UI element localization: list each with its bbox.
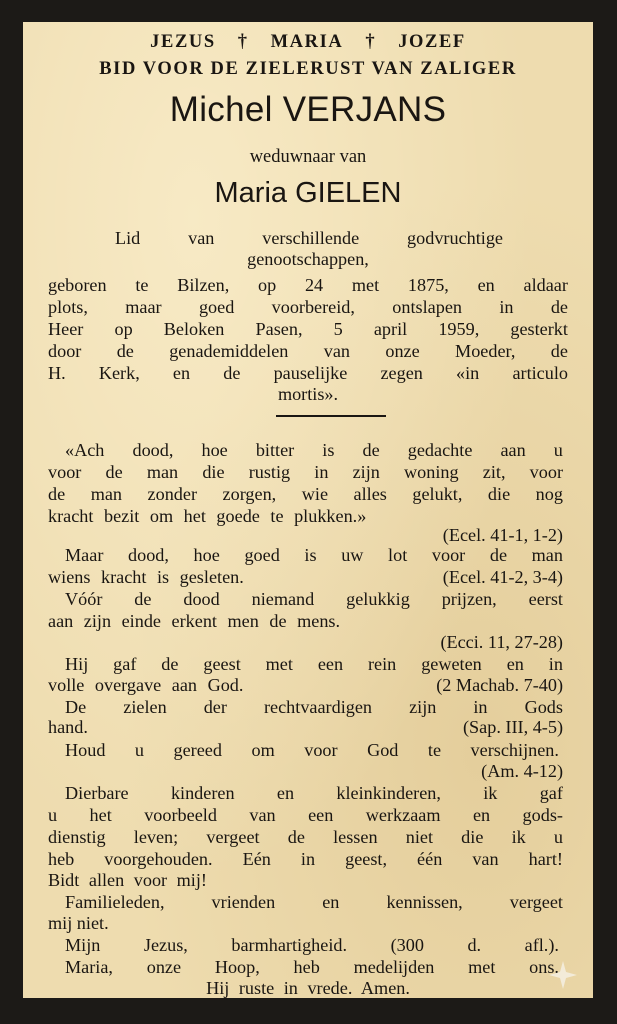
word: zijn bbox=[409, 697, 437, 717]
word: van bbox=[323, 341, 350, 361]
word: om bbox=[251, 740, 275, 760]
word: Maar bbox=[65, 545, 104, 565]
cross-icon: † bbox=[237, 32, 249, 52]
word: werkzaam bbox=[365, 805, 441, 825]
word: der bbox=[203, 697, 227, 717]
invocation-line bbox=[23, 32, 593, 53]
word: eerst bbox=[528, 589, 563, 609]
word: Vóór bbox=[65, 589, 103, 609]
farewell-line10: Hij ruste in vrede. Amen. bbox=[206, 978, 410, 998]
word: gaf bbox=[539, 783, 563, 803]
word: d. bbox=[467, 935, 482, 955]
word: ik bbox=[483, 783, 498, 803]
word: gedachte bbox=[407, 440, 473, 460]
word: de bbox=[105, 462, 123, 482]
word: 1875, bbox=[407, 275, 449, 295]
verse4-line2: volle overgave aan God. bbox=[48, 675, 244, 695]
verse3-line2: aan zijn einde erkent men de mens. bbox=[48, 611, 341, 631]
bio-membership-line2: genootschappen, bbox=[247, 249, 369, 269]
word: de bbox=[116, 341, 134, 361]
invocation-jozef: JOZEF bbox=[398, 32, 466, 52]
verse1-line4: kracht bezit om het goede te plukken.» bbox=[48, 506, 367, 526]
relation-text: weduwnaar van bbox=[249, 147, 367, 167]
word: geest bbox=[203, 654, 241, 674]
invocation-maria: MARIA bbox=[270, 32, 344, 52]
word: niet bbox=[405, 827, 433, 847]
word: en bbox=[172, 363, 191, 383]
verse1-line3 bbox=[48, 484, 563, 505]
word: Kerk, bbox=[98, 363, 140, 383]
bio-line6: mortis». bbox=[277, 384, 339, 404]
word: ons. bbox=[529, 957, 559, 977]
word: vergeet bbox=[509, 892, 563, 912]
word: u bbox=[134, 740, 145, 760]
word: van bbox=[188, 228, 215, 248]
word: gereed bbox=[173, 740, 222, 760]
word: die bbox=[202, 462, 225, 482]
verse5-ref: (Sap. III, 4-5) bbox=[463, 717, 563, 737]
word: in bbox=[499, 297, 514, 317]
word: en bbox=[477, 275, 495, 295]
word: voor bbox=[48, 462, 82, 482]
word: voorbeeld bbox=[144, 805, 217, 825]
bio-line4 bbox=[48, 341, 568, 362]
word: Moeder, bbox=[455, 341, 516, 361]
word: in bbox=[548, 654, 563, 674]
word: het bbox=[89, 805, 112, 825]
word: dood bbox=[183, 589, 220, 609]
word: door bbox=[48, 341, 82, 361]
word: gelukt, bbox=[412, 484, 463, 504]
word: goed bbox=[198, 297, 235, 317]
word: die bbox=[461, 827, 484, 847]
word: de bbox=[223, 363, 241, 383]
word: woning bbox=[404, 462, 459, 482]
word: kleinkinderen, bbox=[336, 783, 441, 803]
word: is bbox=[304, 545, 317, 565]
word: rechtvaardigen bbox=[263, 697, 373, 717]
verse3-line1 bbox=[65, 589, 563, 610]
word: een bbox=[308, 805, 334, 825]
farewell-line3 bbox=[48, 827, 563, 848]
word: Hoop, bbox=[214, 957, 260, 977]
word: ik bbox=[511, 827, 526, 847]
word: niemand bbox=[251, 589, 315, 609]
verse5-line1 bbox=[65, 697, 563, 718]
word: heb bbox=[293, 957, 320, 977]
word: vrienden bbox=[211, 892, 276, 912]
word: van bbox=[249, 805, 276, 825]
word: gelukkig bbox=[346, 589, 410, 609]
word: u bbox=[48, 805, 58, 825]
word: plots, bbox=[48, 297, 88, 317]
word: zorgen, bbox=[222, 484, 277, 504]
word: «Ach bbox=[65, 440, 105, 460]
word: zegen bbox=[380, 363, 423, 383]
word: een bbox=[317, 654, 344, 674]
word: heb bbox=[48, 849, 75, 869]
word: te bbox=[135, 275, 149, 295]
verse3-ref: (Ecci. 11, 27-28) bbox=[440, 632, 563, 652]
word: ontslapen bbox=[392, 297, 462, 317]
word: en bbox=[276, 783, 295, 803]
word: de bbox=[48, 484, 66, 504]
verse2-line1 bbox=[65, 545, 563, 566]
verse1-line1 bbox=[65, 440, 563, 461]
word: Hij bbox=[65, 654, 89, 674]
word: alles bbox=[353, 484, 387, 504]
word: gaf bbox=[113, 654, 137, 674]
farewell-line5: Bidt allen voor mij! bbox=[48, 870, 207, 890]
word: nog bbox=[535, 484, 563, 504]
verse1-line2 bbox=[48, 462, 563, 483]
word: de bbox=[489, 545, 508, 565]
bio-line3 bbox=[48, 319, 568, 340]
word: de bbox=[134, 589, 152, 609]
word: barmhartigheid. bbox=[231, 935, 348, 955]
word: godvruchtige bbox=[407, 228, 503, 248]
word: wie bbox=[301, 484, 329, 504]
word: de bbox=[287, 827, 305, 847]
word: Maria, bbox=[65, 957, 113, 977]
word: van bbox=[472, 849, 499, 869]
farewell-line7: mij niet. bbox=[48, 913, 109, 933]
word: rustig bbox=[248, 462, 291, 482]
word: met bbox=[351, 275, 380, 295]
word: april bbox=[373, 319, 408, 339]
word: zonder bbox=[147, 484, 198, 504]
word: voor bbox=[431, 545, 466, 565]
verse4-ref: (2 Machab. 7-40) bbox=[436, 675, 563, 695]
word: kinderen bbox=[170, 783, 235, 803]
word: Bilzen, bbox=[177, 275, 230, 295]
word: prijzen, bbox=[441, 589, 497, 609]
prayer-line: BID VOOR DE ZIELERUST VAN ZALIGER bbox=[99, 59, 517, 79]
word: u bbox=[553, 440, 563, 460]
word: in bbox=[300, 849, 316, 869]
spouse-name: Maria GIELEN bbox=[214, 177, 402, 209]
word: zielen bbox=[123, 697, 167, 717]
word: Houd bbox=[65, 740, 106, 760]
verse5-line2: hand. bbox=[48, 717, 88, 737]
word: geweten bbox=[421, 654, 482, 674]
farewell-line4 bbox=[48, 849, 563, 870]
word: geboren bbox=[48, 275, 107, 295]
word: afl.). bbox=[524, 935, 559, 955]
word: maar bbox=[125, 297, 162, 317]
word: voor bbox=[304, 740, 338, 760]
word: God bbox=[367, 740, 399, 760]
bio-line5 bbox=[48, 363, 568, 384]
word: zit, bbox=[482, 462, 506, 482]
word: de bbox=[161, 654, 179, 674]
word: goed bbox=[244, 545, 280, 565]
word: Dierbare bbox=[65, 783, 129, 803]
word: (300 bbox=[390, 935, 424, 955]
deceased-name: Michel VERJANS bbox=[169, 90, 447, 129]
word: Pasen, bbox=[255, 319, 303, 339]
word: 1959, bbox=[438, 319, 480, 339]
word: de bbox=[362, 440, 380, 460]
word: man bbox=[90, 484, 123, 504]
word: te bbox=[427, 740, 442, 760]
farewell-line1 bbox=[65, 783, 563, 804]
word: genademiddelen bbox=[169, 341, 289, 361]
bio-membership-line1 bbox=[115, 228, 503, 249]
word: met bbox=[468, 957, 496, 977]
word: bitter bbox=[255, 440, 295, 460]
word: pauselijke bbox=[273, 363, 348, 383]
invocation-jezus: JEZUS bbox=[150, 32, 216, 52]
word: Familieleden, bbox=[65, 892, 165, 912]
verse2-ref: (Ecel. 41-2, 3-4) bbox=[442, 567, 563, 587]
farewell-line9 bbox=[65, 957, 559, 978]
word: Heer bbox=[48, 319, 84, 339]
word: Beloken bbox=[163, 319, 225, 339]
word: u bbox=[553, 827, 563, 847]
farewell-line2 bbox=[48, 805, 563, 826]
word: gods- bbox=[522, 805, 563, 825]
word: hoe bbox=[201, 440, 228, 460]
word: zijn bbox=[352, 462, 380, 482]
word: gesterkt bbox=[510, 319, 568, 339]
word: «in bbox=[456, 363, 480, 383]
farewell-line6 bbox=[65, 892, 563, 913]
verse1-ref: (Ecel. 41-1, 1-2) bbox=[442, 525, 563, 545]
word: medelijden bbox=[353, 957, 435, 977]
word: lessen bbox=[333, 827, 378, 847]
verse6-line1 bbox=[65, 740, 559, 761]
word: en bbox=[472, 805, 491, 825]
word: Mijn bbox=[65, 935, 101, 955]
word: articulo bbox=[512, 363, 568, 383]
word: op bbox=[258, 275, 277, 295]
word: 5 bbox=[333, 319, 343, 339]
word: is bbox=[322, 440, 335, 460]
word: en bbox=[506, 654, 524, 674]
word: voor bbox=[529, 462, 563, 482]
word: uw bbox=[341, 545, 364, 565]
word: vergeet bbox=[206, 827, 260, 847]
word: verschillende bbox=[262, 228, 360, 248]
word: onze bbox=[385, 341, 420, 361]
farewell-line8 bbox=[65, 935, 559, 956]
word: man bbox=[531, 545, 563, 565]
sparkle-icon bbox=[548, 960, 578, 990]
word: Eén bbox=[242, 849, 271, 869]
word: geest, bbox=[345, 849, 388, 869]
word: hart! bbox=[528, 849, 563, 869]
word: voorgehouden. bbox=[104, 849, 213, 869]
verse2-line2: wiens kracht is gesleten. bbox=[48, 567, 244, 587]
word: Jezus, bbox=[143, 935, 188, 955]
word: Gods bbox=[524, 697, 563, 717]
cross-icon: † bbox=[365, 32, 377, 52]
word: in bbox=[314, 462, 329, 482]
word: de bbox=[550, 341, 568, 361]
word: rein bbox=[368, 654, 397, 674]
word: voorbereid, bbox=[271, 297, 355, 317]
word: aan bbox=[500, 440, 526, 460]
word: lot bbox=[388, 545, 408, 565]
word: en bbox=[322, 892, 340, 912]
word: kennissen, bbox=[386, 892, 463, 912]
word: Lid bbox=[115, 228, 141, 248]
word: op bbox=[114, 319, 133, 339]
word: die bbox=[487, 484, 511, 504]
word: dood, bbox=[132, 440, 174, 460]
word: hoe bbox=[193, 545, 220, 565]
word: verschijnen. bbox=[470, 740, 559, 760]
word: man bbox=[146, 462, 179, 482]
word: H. bbox=[48, 363, 66, 383]
word: De bbox=[65, 697, 87, 717]
verse4-line1 bbox=[65, 654, 563, 675]
word: dienstig bbox=[48, 827, 106, 847]
word: aldaar bbox=[523, 275, 568, 295]
word: in bbox=[473, 697, 488, 717]
word: de bbox=[550, 297, 568, 317]
word: 24 bbox=[304, 275, 324, 295]
bio-line2 bbox=[48, 297, 568, 318]
word: leven; bbox=[133, 827, 179, 847]
card-paper bbox=[23, 22, 593, 998]
verse6-ref: (Am. 4-12) bbox=[481, 761, 563, 781]
word: met bbox=[265, 654, 293, 674]
bio-line1 bbox=[48, 275, 568, 296]
word: onze bbox=[146, 957, 182, 977]
word: één bbox=[417, 849, 443, 869]
word: dood, bbox=[128, 545, 169, 565]
divider bbox=[276, 415, 386, 417]
